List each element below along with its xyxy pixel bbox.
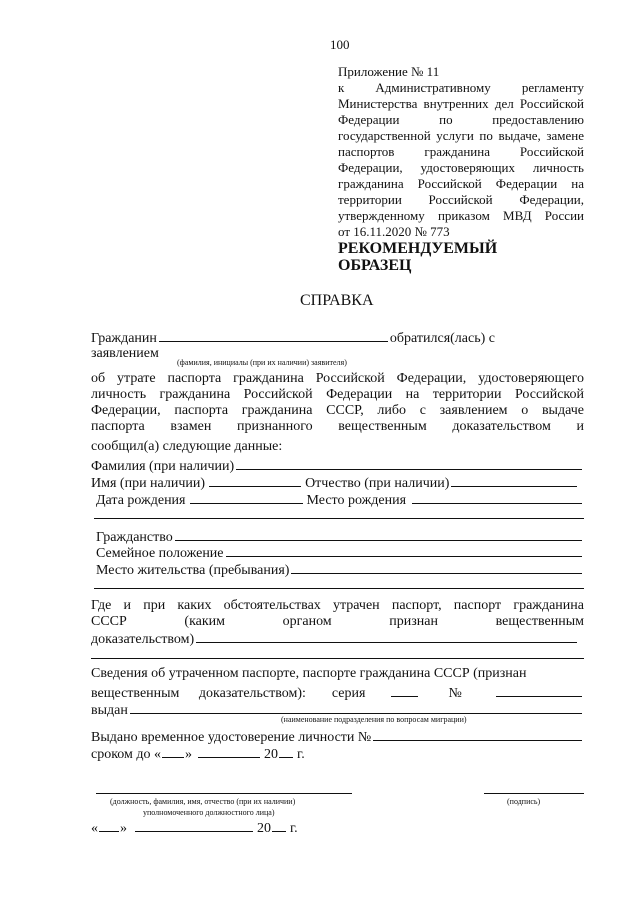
appendix-line: к Административному регламенту [338, 80, 584, 95]
birth-date-label: Дата рождения [96, 493, 186, 508]
paragraph-last-line: сообщил(а) следующие данные: [91, 439, 283, 454]
paragraph-line: Федерации, паспорта гражданина СССР, либо с заявлением о выдаче [91, 403, 584, 418]
issued-hint: (наименование подразделения по вопросам миграции) [281, 715, 467, 724]
sign-year-prefix: 20 [257, 821, 271, 836]
number-field[interactable] [496, 684, 582, 697]
citizenship-label: Гражданство [96, 530, 173, 545]
doc-title: СПРАВКА [300, 292, 374, 309]
appendix-block [338, 64, 584, 240]
sign-year-suffix: г. [290, 821, 298, 836]
sign-year-field[interactable] [272, 819, 286, 832]
issued-label: выдан [91, 703, 128, 718]
appendix-line: Федерации по предоставлению [338, 112, 584, 127]
term-month-field[interactable] [198, 745, 260, 758]
official-signature-line[interactable] [96, 793, 352, 794]
term-year-field[interactable] [279, 745, 293, 758]
residence-field[interactable] [291, 561, 582, 574]
appendix-line: утвержденному приказом МВД России [338, 208, 584, 223]
appendix-text [338, 80, 584, 224]
citizen-suffix: обратился(лась) с [389, 331, 495, 346]
name-field[interactable] [209, 474, 301, 487]
birth-row [96, 491, 584, 509]
paragraph-line: паспорта взамен признанного вещественным доказательством и [91, 419, 584, 434]
circumstances-text [91, 598, 584, 630]
residence-row [96, 561, 584, 579]
marital-field[interactable] [226, 544, 582, 557]
appendix-line: Министерства внутренних дел Российской [338, 96, 584, 111]
statement-label: заявлением [91, 346, 159, 361]
circumstances-row [91, 630, 579, 648]
paragraph-line: личность гражданина Российской Федерации на территории Российской [91, 387, 584, 402]
official-hint-1: (должность, фамилия, имя, отчество (при их наличии) [110, 797, 296, 806]
name-label: Имя (при наличии) [91, 476, 206, 491]
page-number: 100 [330, 37, 350, 52]
signature-hint: (подпись) [507, 797, 541, 806]
circumstances-last: доказательством) [91, 632, 195, 647]
temp-id-label: Выдано временное удостоверение личности № [91, 730, 372, 745]
term-year-suffix: г. [297, 747, 305, 762]
lost-passport-line1: Сведения об утраченном паспорте, паспорте гражданина СССР (признан [91, 666, 527, 681]
circumstances-continuation[interactable] [91, 658, 584, 659]
surname-field[interactable] [236, 457, 582, 470]
appendix-line: паспортов гражданина Российской [338, 144, 584, 159]
issued-field[interactable] [130, 701, 582, 714]
circumstances-line: Где и при каких обстоятельствах утрачен паспорт, паспорт гражданина [91, 598, 584, 613]
birth-place-field[interactable] [412, 491, 582, 504]
term-year-prefix: 20 [264, 747, 279, 762]
circumstances-field[interactable] [196, 630, 577, 643]
official-hint-2: уполномоченного должностного лица) [143, 808, 275, 817]
recommended-heading-2: ОБРАЗЕЦ [338, 257, 412, 274]
appendix-line: Федерации, удостоверяющих личность [338, 160, 584, 175]
marital-label: Семейное положение [96, 546, 224, 561]
surname-row [91, 457, 584, 475]
citizenship-field[interactable] [175, 528, 582, 541]
patronymic-label: Отчество (при наличии) [305, 476, 450, 491]
term-prefix: сроком до « [91, 747, 162, 762]
number-label: № [448, 686, 462, 701]
citizen-name-field[interactable] [159, 329, 388, 342]
sign-date-open: « [91, 821, 98, 836]
sign-month-field[interactable] [135, 819, 253, 832]
term-close: » [185, 747, 193, 762]
surname-label: Фамилия (при наличии) [91, 459, 235, 474]
residence-continuation[interactable] [94, 588, 584, 589]
residence-label: Место жительства (пребывания) [96, 563, 290, 578]
sign-date-row [91, 819, 298, 837]
name-row [91, 474, 579, 492]
evidence-label: вещественным доказательством): [91, 686, 306, 701]
recommended-heading-1: РЕКОМЕНДУЕМЫЙ [338, 240, 498, 257]
statement-paragraph [91, 371, 584, 435]
appendix-line: территории Российской Федерации, [338, 192, 584, 207]
series-label: серия [331, 686, 366, 701]
citizen-label: Гражданин [91, 331, 157, 346]
circumstances-line: СССР (каким органом признан вещественным [91, 614, 584, 629]
sign-day-field[interactable] [99, 819, 119, 832]
citizen-hint: (фамилия, инициалы (при их наличии) заявителя) [177, 358, 347, 367]
marital-row [96, 544, 584, 562]
birth-date-field[interactable] [190, 491, 303, 504]
patronymic-field[interactable] [451, 474, 577, 487]
term-day-field[interactable] [162, 745, 184, 758]
sign-date-close: » [120, 821, 127, 836]
appendix-order-date: от 16.11.2020 № 773 [338, 224, 450, 239]
citizen-row [91, 329, 584, 347]
birth-place-label: Место рождения [306, 493, 407, 508]
temp-id-field[interactable] [373, 728, 582, 741]
signature-line[interactable] [484, 793, 584, 794]
term-row [91, 745, 305, 763]
series-field[interactable] [391, 684, 418, 697]
lost-passport-row2 [91, 684, 584, 702]
birth-place-continuation[interactable] [94, 518, 584, 519]
appendix-number: Приложение № 11 [338, 64, 440, 79]
temp-id-row [91, 728, 584, 746]
appendix-line: государственной услуги по выдаче, замене [338, 128, 584, 143]
appendix-line: гражданина Российской Федерации на [338, 176, 584, 191]
paragraph-line: об утрате паспорта гражданина Российской Федерации, удостоверяющего [91, 371, 584, 386]
